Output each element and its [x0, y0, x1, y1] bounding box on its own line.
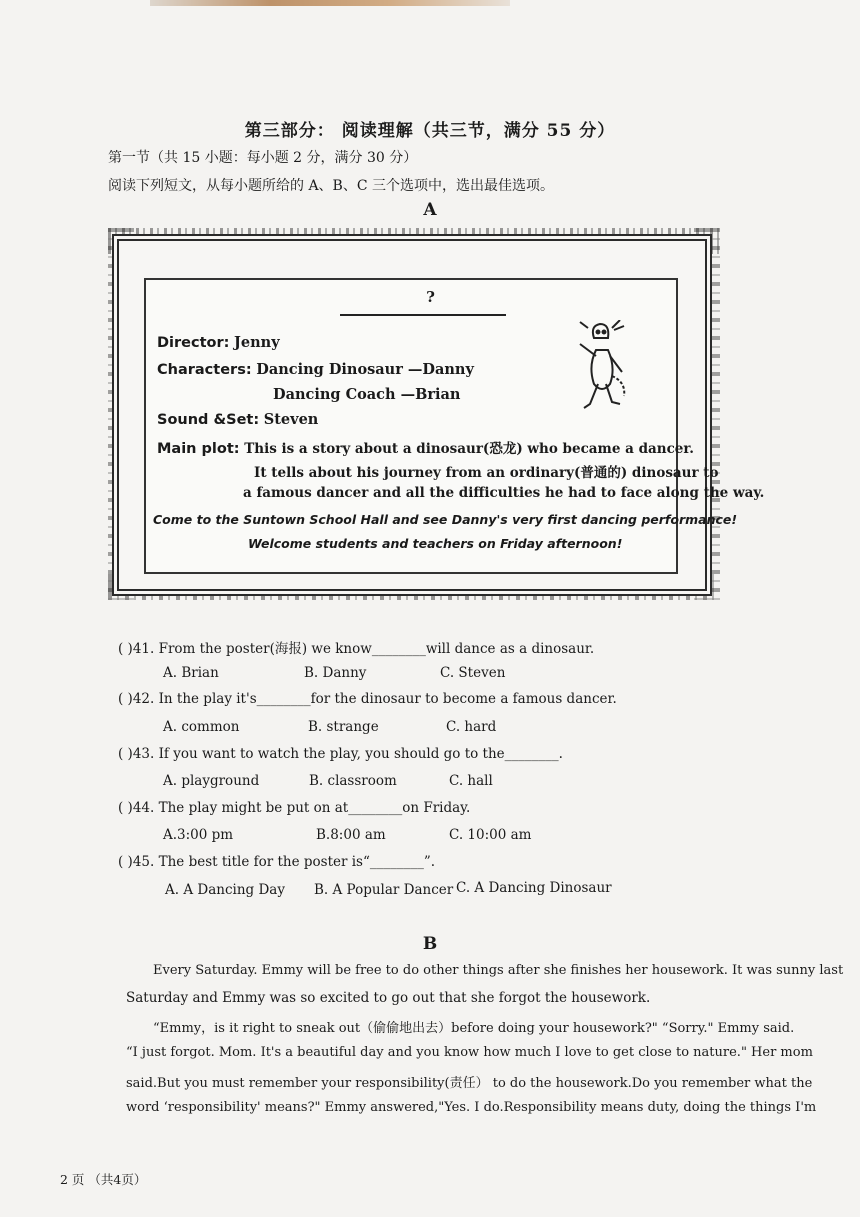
- option-43-a[interactable]: A. playground: [163, 773, 260, 789]
- answer-bracket[interactable]: ( ): [118, 854, 133, 870]
- passage-b-line-3: “Emmy，is it right to sneak out（偷偷地出去）before doing your housework?" “Sorry." Emmy said.: [153, 1021, 795, 1036]
- subsection-heading: 第一节（共 15 小题：每小题 2 分，满分 30 分）: [108, 150, 418, 166]
- page-footer: 2 页 （共4页）: [60, 1172, 147, 1187]
- passage-b-line-2: Saturday and Emmy was so excited to go out that she forgot the housework.: [126, 990, 651, 1006]
- option-43-c[interactable]: C. hall: [449, 773, 493, 789]
- option-41-c[interactable]: C. Steven: [440, 665, 506, 681]
- answer-bracket[interactable]: ( ): [118, 800, 133, 816]
- passage-b-line-6: word ‘responsibility' means?" Emmy answered,"Yes. I do.Responsibility means duty, doing the things I'm: [126, 1100, 817, 1115]
- plot-label: Main plot:: [157, 441, 240, 457]
- characters-line-2: Dancing Coach —Brian: [273, 386, 461, 403]
- passage-b-line-5: said.But you must remember your responsibility(责任） to do the housework.Do you remember what the: [126, 1076, 813, 1091]
- poster-title: ?: [426, 288, 435, 306]
- section-title: 第三部分： 阅读理解（共三节，满分 55 分）: [244, 121, 616, 141]
- question-42: [118, 691, 617, 707]
- question-text: 42. In the play it's________for the dinosaur to become a famous dancer.: [132, 691, 617, 707]
- question-43: [118, 746, 563, 762]
- poster-characters-2: [273, 386, 460, 403]
- question-text: 45. The best title for the poster is“________”.: [132, 854, 436, 870]
- answer-bracket[interactable]: ( ): [118, 691, 133, 707]
- option-45-b[interactable]: B. A Popular Dancer: [314, 882, 454, 898]
- passage-a-label: A: [423, 200, 437, 220]
- question-text: 43. If you want to watch the play, you should go to the________.: [132, 746, 563, 762]
- option-43-b[interactable]: B. classroom: [309, 773, 397, 789]
- play-poster: [108, 228, 765, 600]
- poster-plot: [157, 437, 694, 457]
- answer-bracket[interactable]: ( ): [118, 746, 133, 762]
- option-45-c[interactable]: C. A Dancing Dinosaur: [456, 880, 612, 896]
- passage-b-label: B: [422, 934, 438, 954]
- characters-line-1: Dancing Dinosaur —Danny: [256, 361, 474, 378]
- question-text: 41. From the poster(海报) we know________will dance as a dinosaur.: [132, 641, 595, 657]
- option-41-a[interactable]: A. Brian: [163, 665, 219, 681]
- poster-invitation: Come to the Suntown School Hall and see Danny's very first dancing performance!: [153, 512, 738, 527]
- sound-value: Steven: [263, 411, 319, 428]
- question-41: [118, 637, 594, 657]
- director-value: Jenny: [234, 334, 280, 351]
- poster-title-rule: [340, 314, 506, 316]
- question-44: [118, 800, 470, 816]
- option-44-c[interactable]: C. 10:00 am: [449, 827, 532, 843]
- option-42-a[interactable]: A. common: [163, 719, 240, 735]
- poster-sound-set: [157, 411, 318, 428]
- option-44-a[interactable]: A.3:00 pm: [163, 827, 234, 843]
- passage-b-line-1: Every Saturday. Emmy will be free to do other things after she finishes her housework. It was sunny last: [153, 963, 844, 978]
- passage-b-line-4: “I just forgot. Mom. It's a beautiful day and you know how much I love to get close to nature." Her mom: [126, 1045, 813, 1060]
- plot-line-2: It tells about his journey from an ordinary(普通的) dinosaur to: [254, 465, 719, 481]
- option-42-b[interactable]: B. strange: [308, 719, 379, 735]
- option-44-b[interactable]: B.8:00 am: [316, 827, 386, 843]
- option-45-a[interactable]: A. A Dancing Day: [165, 882, 285, 898]
- question-45: [118, 854, 435, 870]
- director-label: Director:: [157, 335, 230, 351]
- poster-welcome: Welcome students and teachers on Friday afternoon!: [248, 536, 623, 551]
- option-41-b[interactable]: B. Danny: [304, 665, 367, 681]
- poster-characters: [157, 361, 474, 378]
- plot-line-1: This is a story about a dinosaur(恐龙) who became a dancer.: [244, 441, 694, 457]
- sound-label: Sound &Set:: [157, 412, 260, 428]
- question-text: 44. The play might be put on at________on Friday.: [132, 800, 471, 816]
- scan-artifact: [150, 0, 510, 6]
- answer-bracket[interactable]: ( ): [118, 641, 133, 657]
- plot-line-3: a famous dancer and all the difficulties he had to face along the way.: [243, 485, 765, 501]
- dancing-dinosaur-icon: [566, 320, 636, 416]
- instruction-text: 阅读下列短文，从每小题所给的 A、B、C 三个选项中，选出最佳选项。: [108, 178, 555, 194]
- characters-label: Characters:: [157, 362, 252, 378]
- option-42-c[interactable]: C. hard: [446, 719, 497, 735]
- poster-director: [157, 334, 280, 351]
